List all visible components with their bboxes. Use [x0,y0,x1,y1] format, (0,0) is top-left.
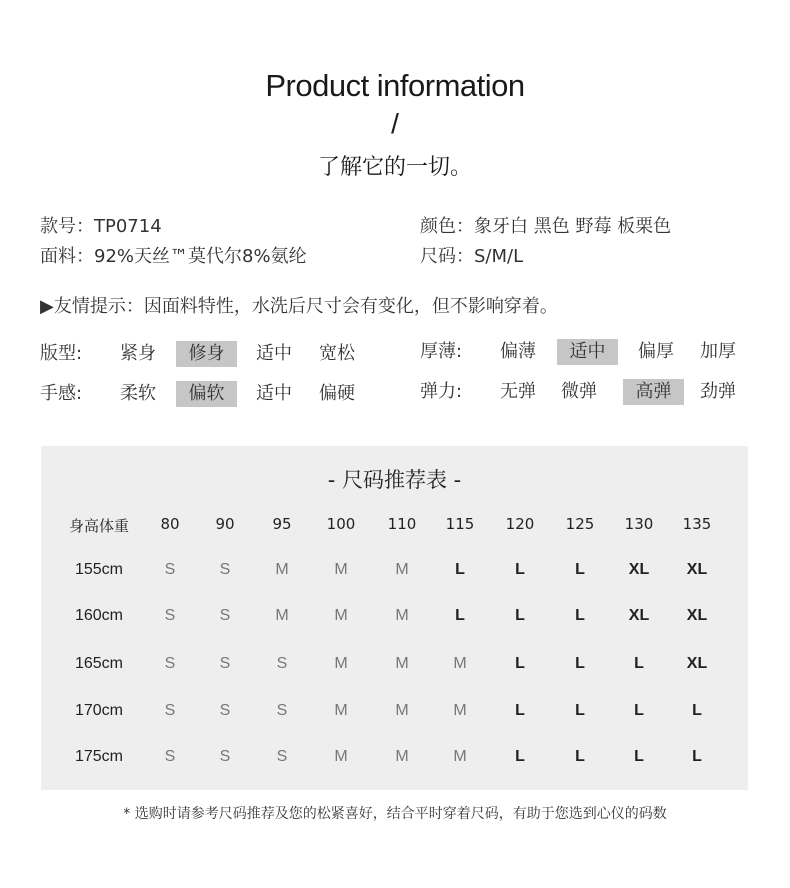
thickness-option-selected: 适中 [557,339,618,365]
size-cell: L [515,702,525,719]
fit-label: 版型: [40,343,83,364]
size-cell: M [453,655,467,672]
size-cell: L [575,702,585,719]
size-cell: XL [628,561,650,578]
size-cell: XL [686,607,708,624]
weight-header: 100 [326,515,356,533]
size-cell: M [334,655,348,672]
size-cell: M [334,748,348,765]
size-cell: L [575,561,585,578]
elasticity-option: 劲弹 [700,381,736,402]
weight-header: 130 [624,515,654,533]
weight-header: 120 [505,515,535,533]
size-cell: L [692,702,702,719]
feel-option: 适中 [256,383,292,404]
size-cell: S [219,655,231,672]
size-cell: XL [686,561,708,578]
table-corner-header: 身高体重 [68,517,130,535]
size-cell: M [395,655,409,672]
size-cell: M [334,607,348,624]
size-cell: XL [628,607,650,624]
elasticity-label: 弹力: [420,381,463,402]
size-cell: L [634,702,644,719]
size-cell: S [219,607,231,624]
fabric-info: 面料：92%天丝™莫代尔8%氨纶 [40,246,307,267]
feel-option: 偏硬 [319,383,355,404]
weight-header: 115 [445,515,475,533]
size-cell: M [453,702,467,719]
weight-header: 95 [272,515,292,533]
size-cell: L [634,748,644,765]
height-label: 160cm [74,607,124,624]
thickness-option: 加厚 [700,341,736,362]
thickness-label: 厚薄: [420,341,463,362]
title-divider: / [391,108,399,139]
feel-label: 手感: [40,383,83,404]
elasticity-option-selected: 高弹 [623,379,684,405]
fit-option: 紧身 [120,343,156,364]
size-cell: L [575,607,585,624]
size-cell: M [334,561,348,578]
fit-option: 宽松 [319,343,355,364]
elasticity-option: 微弹 [561,381,597,402]
size-cell: S [219,748,231,765]
thickness-option: 偏薄 [500,341,536,362]
feel-option-selected: 偏软 [176,381,237,407]
page-subtitle: 了解它的一切。 [317,155,472,180]
fit-option: 适中 [256,343,292,364]
size-cell: L [515,561,525,578]
size-cell: L [634,655,644,672]
thickness-option: 偏厚 [638,341,674,362]
size-cell: M [334,702,348,719]
weight-header: 125 [565,515,595,533]
size-cell: M [275,561,289,578]
size-note: * 选购时请参考尺码推荐及您的松紧喜好，结合平时穿着尺码，有助于您选到心仪的码数 [123,806,667,822]
height-label: 155cm [74,561,124,578]
size-cell: S [276,748,288,765]
size-cell: L [575,655,585,672]
height-label: 175cm [74,748,124,765]
color-info: 颜色：象牙白 黑色 野莓 板栗色 [420,216,672,237]
weight-header: 80 [160,515,180,533]
size-cell: XL [686,655,708,672]
size-info: 尺码：S/M/L [420,246,524,267]
size-cell: L [455,607,465,624]
weight-header: 110 [387,515,417,533]
height-label: 170cm [74,702,124,719]
size-cell: S [164,561,176,578]
height-label: 165cm [74,655,124,672]
size-cell: S [164,607,176,624]
weight-header: 90 [215,515,235,533]
size-cell: L [515,607,525,624]
size-table [41,446,748,790]
size-cell: S [276,655,288,672]
size-cell: S [219,561,231,578]
feel-option: 柔软 [120,383,156,404]
size-cell: M [395,702,409,719]
style-number: 款号：TP0714 [40,216,162,237]
size-cell: M [395,607,409,624]
size-cell: L [455,561,465,578]
size-cell: L [575,748,585,765]
size-cell: L [515,655,525,672]
size-cell: M [275,607,289,624]
size-cell: L [515,748,525,765]
size-cell: M [453,748,467,765]
size-cell: S [276,702,288,719]
size-cell: M [395,748,409,765]
size-cell: S [164,748,176,765]
size-cell: S [164,702,176,719]
fit-option-selected: 修身 [176,341,237,367]
size-cell: L [692,748,702,765]
size-cell: S [164,655,176,672]
size-table-title: - 尺码推荐表 - [327,468,462,492]
care-tip: ▶友情提示：因面料特性，水洗后尺寸会有变化，但不影响穿着。 [40,296,558,317]
size-cell: M [395,561,409,578]
page-title: Product information [265,68,525,103]
size-cell: S [219,702,231,719]
elasticity-option: 无弹 [500,381,536,402]
weight-header: 135 [682,515,712,533]
